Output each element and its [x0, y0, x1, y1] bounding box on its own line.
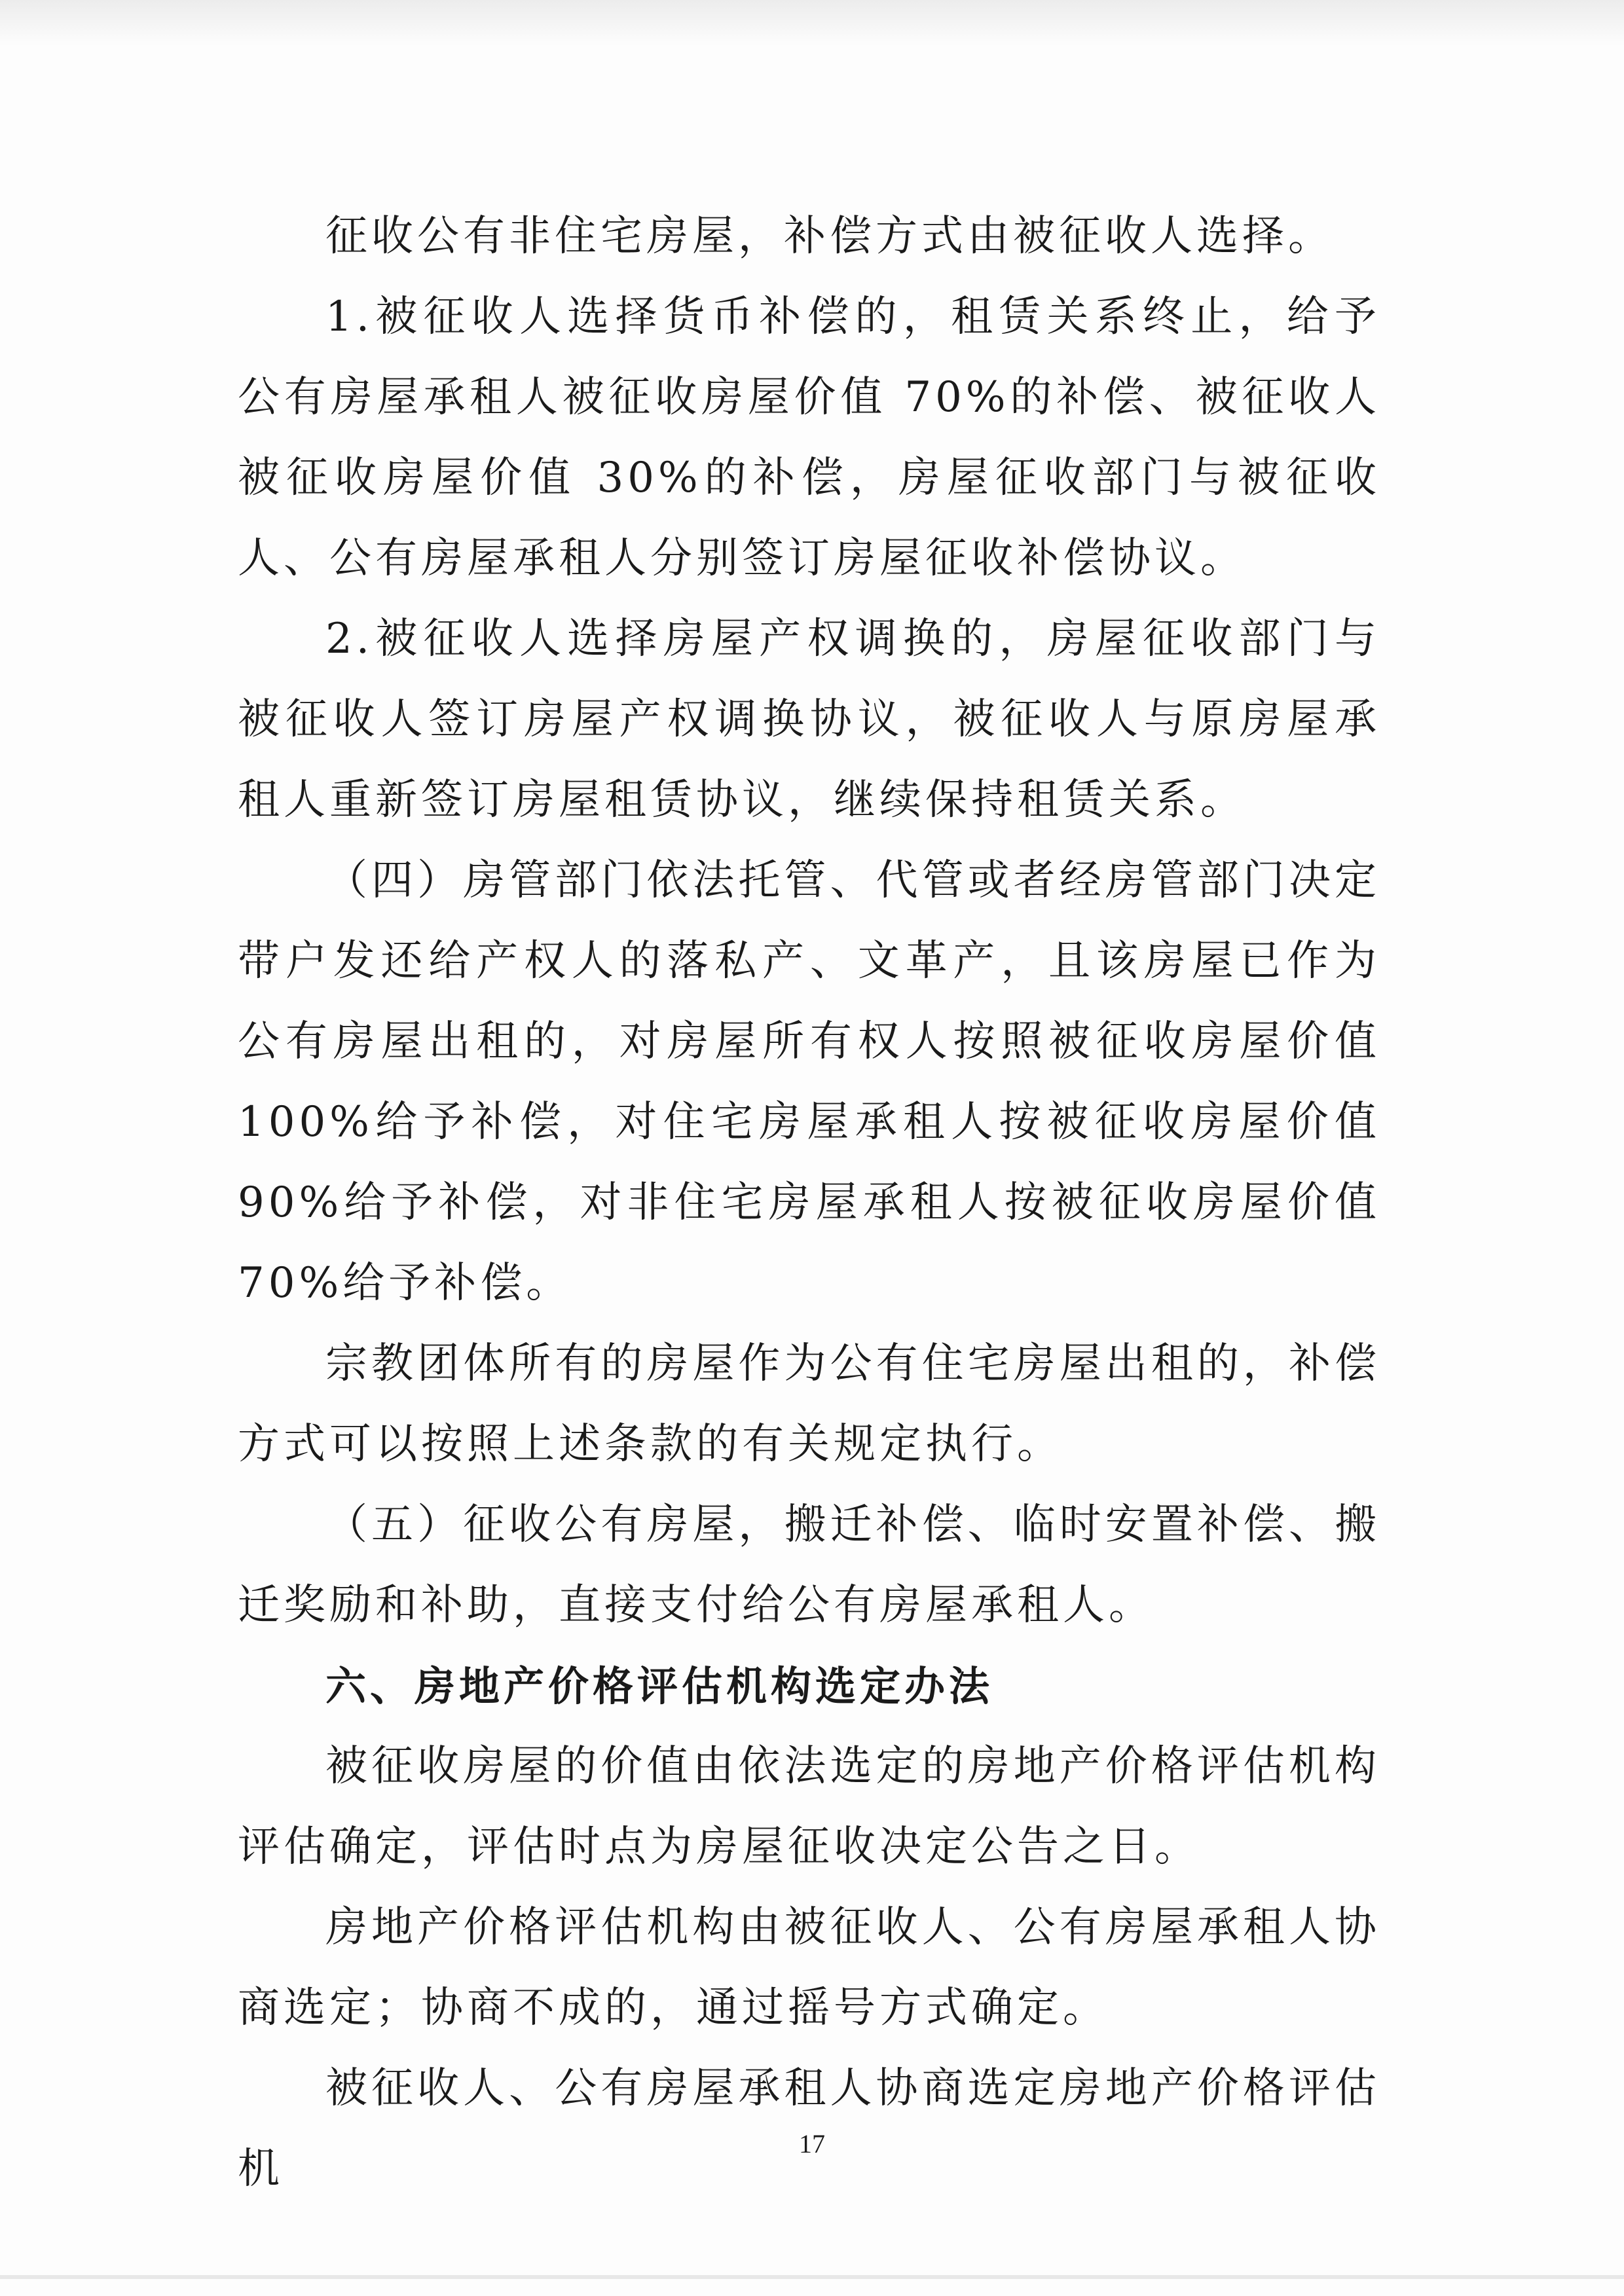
paragraph-item-1-monetary: 1.被征收人选择货币补偿的，租赁关系终止，给予公有房屋承租人被征收房屋价值 70%的补偿、被征收人被征收房屋价值 30%的补偿，房屋征收部门与被征收人、公有房屋承租人分别签订房屋征收补偿协议。: [238, 293, 1380, 583]
scan-top-shadow: [0, 0, 1624, 46]
section-heading: 六、房地产价格评估机构选定办法: [325, 1662, 994, 1710]
paragraph-non-residential: 征收公有非住宅房屋，补偿方式由被征收人选择。: [325, 212, 1334, 261]
paragraph-agency-negotiation: 被征收人、公有房屋承租人协商选定房地产价格评估机: [238, 2064, 1380, 2193]
paragraph-section-5: （五）征收公有房屋，搬迁补偿、临时安置补偿、搬迁奖励和补助，直接支付给公有房屋承租人。: [238, 1501, 1380, 1630]
paragraph-religious: 宗教团体所有的房屋作为公有住宅房屋出租的，补偿方式可以按照上述条款的有关规定执行。: [238, 1339, 1380, 1468]
paragraph-item-2-exchange: 2.被征收人选择房屋产权调换的，房屋征收部门与被征收人签订房屋产权调换协议，被征收人与原房屋承租人重新签订房屋租赁协议，继续保持租赁关系。: [238, 615, 1380, 824]
paragraph-valuation: 被征收房屋的价值由依法选定的房地产价格评估机构评估确定，评估时点为房屋征收决定公告之日。: [238, 1742, 1380, 1871]
scan-bottom-edge: [0, 2275, 1624, 2279]
page-number: 17: [799, 2129, 825, 2159]
paragraph-section-4: （四）房管部门依法托管、代管或者经房管部门决定带户发还给产权人的落私产、文革产，且该房屋已作为公有房屋出租的，对房屋所有权人按照被征收房屋价值 100%给予补偿，对住宅房屋承租人按被征收房屋价值 90%给予补偿，对非住宅房屋承租人按被征收房屋价值 70%给予补偿。: [238, 856, 1380, 1307]
body-text: [238, 196, 1380, 2210]
paragraph-agency-selection: 房地产价格评估机构由被征收人、公有房屋承租人协商选定；协商不成的，通过摇号方式确定。: [238, 1903, 1380, 2032]
